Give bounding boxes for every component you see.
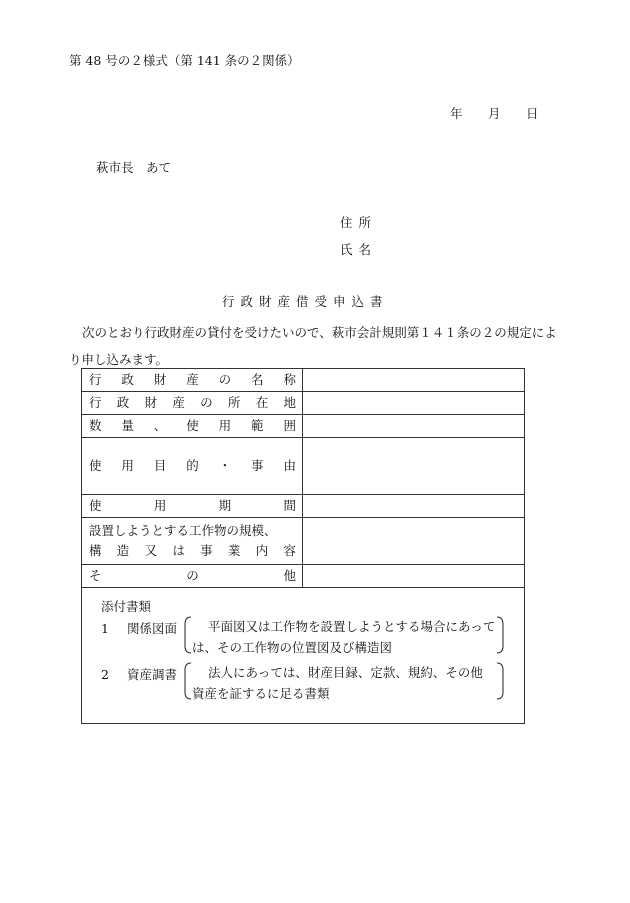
date-year: 年 [450, 106, 463, 121]
document-title: 行政財産借受申込書 [222, 294, 389, 309]
label-chars: 数 量 、 使 用 範 囲 [89, 418, 296, 433]
close-bracket-icon [495, 662, 505, 700]
row-structure-label [82, 518, 303, 565]
label-chars: 行 政 財 産 の 所 在 地 [89, 395, 296, 410]
label-two-line [82, 518, 302, 564]
quantity-scope-field[interactable] [303, 415, 525, 438]
attachment-name: 関係図面 [127, 621, 178, 636]
label-chars: 行 政 財 産 の 名 称 [89, 372, 296, 387]
row-property-location-label [82, 392, 303, 415]
recipient: 萩市長 あて [96, 160, 172, 175]
label-chars: 使 用 目 的 ・ 事 由 [89, 458, 296, 473]
date-line [450, 104, 539, 122]
label-chars: そ の 他 [89, 568, 296, 583]
name-label: 氏名 [340, 242, 378, 257]
date-day: 日 [526, 106, 539, 121]
close-bracket-icon [495, 616, 505, 654]
intro-text [69, 319, 559, 373]
row-period-label [82, 495, 303, 518]
purpose-field[interactable] [303, 438, 525, 495]
intro-line-2: り申し込みます。 [69, 352, 169, 367]
row-other-label [82, 565, 303, 588]
attachment-1-desc-line2: は、その工作物の位置図及び構造図 [192, 640, 393, 655]
intro-line-1: 次のとおり行政財産の貸付を受けたいので、萩市会計規則第１４１条の２の規定によ [82, 325, 557, 340]
attachment-1-desc-line1: 平面図又は工作物を設置しようとする場合にあって [208, 619, 496, 634]
attachment-name: 資産調書 [127, 667, 178, 682]
attachment-item-1 [101, 619, 177, 637]
structure-field[interactable] [303, 518, 525, 565]
form-number: 第 48 号の２様式（第 141 条の２関係） [69, 53, 300, 68]
row-purpose-label [82, 438, 303, 495]
other-field[interactable] [303, 565, 525, 588]
attachments-heading: 添付書類 [101, 599, 152, 614]
structure-label-line2: 構 造 又 は 事 業 内 容 [89, 543, 296, 558]
attachment-2-desc-line1: 法人にあっては、財産目録、定款、規約、その他 [208, 665, 483, 680]
date-month: 月 [488, 106, 501, 121]
attachment-item-2 [101, 665, 177, 683]
row-property-name-label [82, 369, 303, 392]
property-location-field[interactable] [303, 392, 525, 415]
label-chars: 使 用 期 間 [89, 498, 296, 513]
address-label: 住所 [340, 215, 378, 230]
period-field[interactable] [303, 495, 525, 518]
row-quantity-scope-label [82, 415, 303, 438]
property-name-field[interactable] [303, 369, 525, 392]
attachment-2-desc-line2: 資産を証するに足る書類 [192, 686, 330, 701]
structure-label-line1: 設置しようとする工作物の規模、 [89, 523, 277, 538]
attachment-number: 2 [101, 667, 109, 682]
attachment-number: 1 [101, 621, 109, 636]
